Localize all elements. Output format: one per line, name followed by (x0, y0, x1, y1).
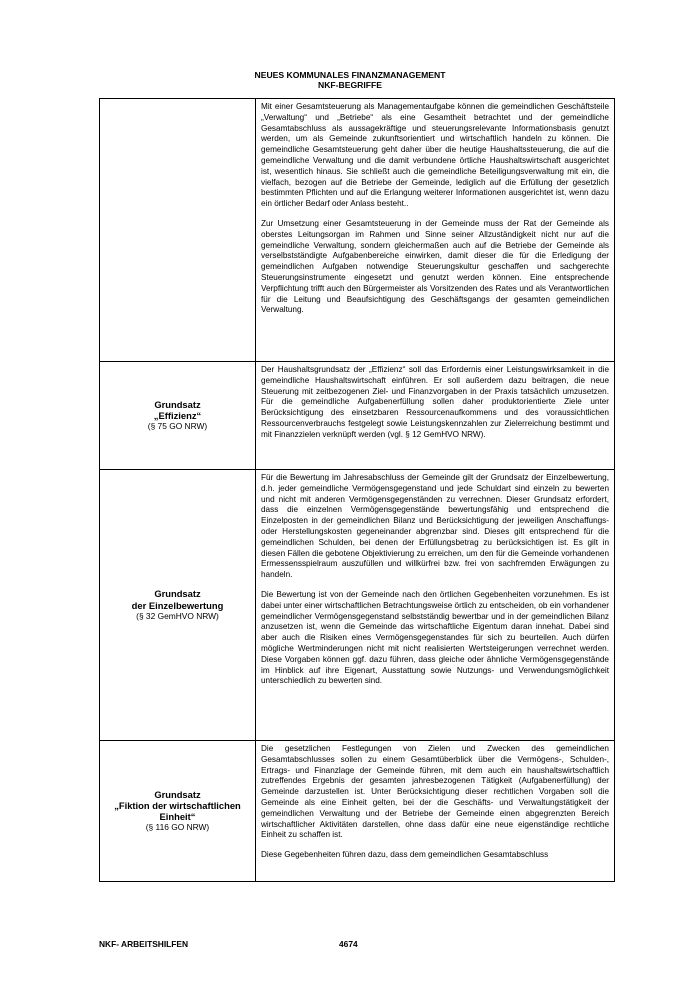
term-cell (100, 99, 256, 362)
definition-paragraph: Die gesetzlichen Festlegungen von Zielen und Zwecken des gemeindlichen Gesamtabschlusses sollen zu einem Gesamtüberblick über die Vermögens-, Schulden-, Ertrags- und Finanzlage der Gemeinde führen, mit dem auch ein haushaltswirtschaftlich zutreffendes Ergebnis der gesamten jahresbezogenen Tätigkeit (Aufgabenerfüllung) der Gemeinde darzustellen ist. Unter Berücksichtigung dieser rechtlichen Vorgaben soll die Gemeinde als eine Einheit gelten, bei der die Geschäfts- und Verwaltungstätigkeit der gemeindlichen Verwaltung und der Betriebe der Gemeinde einen abgegrenzten Bereich wirtschaftlicher Aktivitäten darstellen, ohne dass dafür eine neue eigenständige rechtliche Einheit zu schaffen ist. (261, 744, 609, 840)
definition-cell (256, 470, 615, 741)
terms-table (99, 98, 615, 882)
definition-cell (256, 741, 615, 882)
term-cell (100, 470, 256, 741)
term-reference: (§ 75 GO NRW) (147, 421, 208, 432)
term-cell (100, 741, 256, 882)
definition-cell (256, 99, 615, 362)
page-footer (99, 939, 602, 951)
table-row (100, 99, 615, 362)
term-title-line-1: Grundsatz (154, 588, 201, 600)
definition-paragraph: Mit einer Gesamtsteuerung als Managementaufgabe können die gemeindlichen Geschäftsteile „Verwaltung“ und „Betriebe“ als eine Gesamtheit betrachtet und der gemeindliche Gesamtabschluss als aussagekräftige und steuerungsrelevante Informationsbasis genutzt werden, um als Gemeinde zukunftsorientiert und wirtschaftlich handeln zu können. Die gemeindliche Gesamtsteuerung geht daher über die heutige Haushaltssteuerung, die auf die gemeindliche Verwaltung und die damit verbundene örtliche Haushaltswirtschaft ausgerichtet ist, wesentlich hinaus. Sie schließt auch die gemeindliche Beteiligungsverwaltung mit ein, die vielfach, bezogen auf die Betriebe der Gemeinde, lediglich auf die Erfüllung der gesetzlich bestimmten Pflichten und auf die Erlangung weiterer Informationen ausgerichtet ist, wenn dazu ein örtlicher Bedarf oder Anlass besteht.. (261, 102, 609, 209)
definition-paragraph: Der Haushaltsgrundsatz der „Effizienz“ soll das Erfordernis einer Leistungswirksamkeit in die gemeindliche Haushaltswirtschaft einführen. Er soll außerdem dazu beitragen, die neue Steuerung mit zeitbezogenen Ziel- und Finanzvorgaben in der Praxis tatsächlich umzusetzen. Für die gemeindliche Aufgabenerfüllung sollen daher produktorientierte Ziele unter Berücksichtigung des einsetzbaren Ressourcenaufkommens und des voraussichtlichen Ressourcenverbrauchs festgelegt sowie Leistungskennzahlen zur Zielerreichung bestimmt und mit Finanzzielen verknüpft werden (vgl. § 12 GemHVO NRW). (261, 365, 609, 439)
definition-paragraph: Die Bewertung ist von der Gemeinde nach den örtlichen Gegebenheiten vorzunehmen. Es ist dabei unter einer wirtschaftlichen Betrachtungsweise örtlich zu entscheiden, ob ein vorhandener gemeindlicher Vermögensgegenstand selbstständig bewertbar und in der gemeindlichen Bilanz anzusetzen ist, wenn die Gemeinde das wirtschaftliche Eigentum daran innehat. Dabei sind aber auch die Risiken eines Vermögensgegenstandes für sich zu beurteilen. Auch dürfen mögliche Wertminderungen nicht mit nicht realisierten Wertsteigerungen verrechnet werden. Diese Vorgaben können ggf. dazu führen, dass gleiche oder ähnliche Vermögensgegenstände im Hinblick auf ihre Eigenart, Ausstattung sowie Nutzungs- und Verwendungsmöglichkeit unterschiedlich zu bewerten sind. (261, 589, 609, 686)
page-number: 4674 (339, 939, 358, 949)
definition-paragraph: Zur Umsetzung einer Gesamtsteuerung in der Gemeinde muss der Rat der Gemeinde als oberstes Leitungsorgan im Rahmen und Sinne seiner Allzuständigkeit nicht nur auf die gemeindliche Verwaltung, sondern gleichermaßen auch auf die Betriebe der Gemeinde als verselbstständigte Aufgabenbereiche einwirken, damit dieser die für die Erledigung der gemeindlichen Aufgaben notwendige Steuerungskultur geschaffen und sachgerechte Steuerungsinstrumente eingesetzt und genutzt werden können. Eine entsprechende Verpflichtung trifft auch den Bürgermeister als Vorsitzenden des Rates und als Verantwortlichen für die Leitung und Beaufsichtigung des Geschäftsgangs der gesamten gemeindlichen Verwaltung. (261, 218, 609, 315)
definition-cell (256, 362, 615, 470)
page-header (0, 70, 700, 90)
footer-label: NKF- ARBEITSHILFEN (99, 939, 189, 949)
definition-paragraph: Für die Bewertung im Jahresabschluss der Gemeinde gilt der Grundsatz der Einzelbewertung, d.h. jeder gemeindliche Vermögensgegenstand und jede Schuldart sind einzeln zu bewerten und nicht mit anderen Vermögensgegenständen zu verrechnen. Dieser Grundsatz erfordert, dass die einzelnen Vermögensgegenstände bewertungsfähig und entsprechend die Einzelposten in der gemeindlichen Bilanz und Berücksichtigung der jeweiligen Anschaffungs- oder Herstellungskosten gegeneinander abgrenzbar sind. Dieses gilt entsprechend für die gemeindlichen Schulden, bei denen der Erfüllungsbetrag zu berücksichtigen ist. Es gilt in diesen Fällen die gebotene Objektivierung zu erreichen, um den für die Gemeinde vorhandenen Ermessensspielraum auszufüllen und willkürfrei bzw. frei von sachfremden Erwägungen zu handeln. (261, 473, 609, 580)
table-row (100, 362, 615, 470)
term-title-line-2: „Fiktion der wirtschaftlichen Einheit“ (114, 799, 241, 823)
term-reference: (§ 32 GemHVO NRW) (136, 610, 219, 621)
table-row (100, 741, 615, 882)
term-title-line-2: der Einzelbewertung (131, 599, 224, 611)
term-title-line-1: Grundsatz (154, 788, 201, 800)
header-line-2: NKF-BEGRIFFE (318, 80, 382, 90)
term-reference: (§ 116 GO NRW) (145, 822, 210, 833)
term-title-line-1: Grundsatz (154, 398, 201, 410)
term-cell (100, 362, 256, 470)
header-line-1: NEUES KOMMUNALES FINANZMANAGEMENT (254, 70, 446, 80)
table-row (100, 470, 615, 741)
term-title-line-2: „Effizienz“ (153, 410, 202, 421)
definition-paragraph: Diese Gegebenheiten führen dazu, dass dem gemeindlichen Gesamtabschluss (261, 850, 549, 860)
